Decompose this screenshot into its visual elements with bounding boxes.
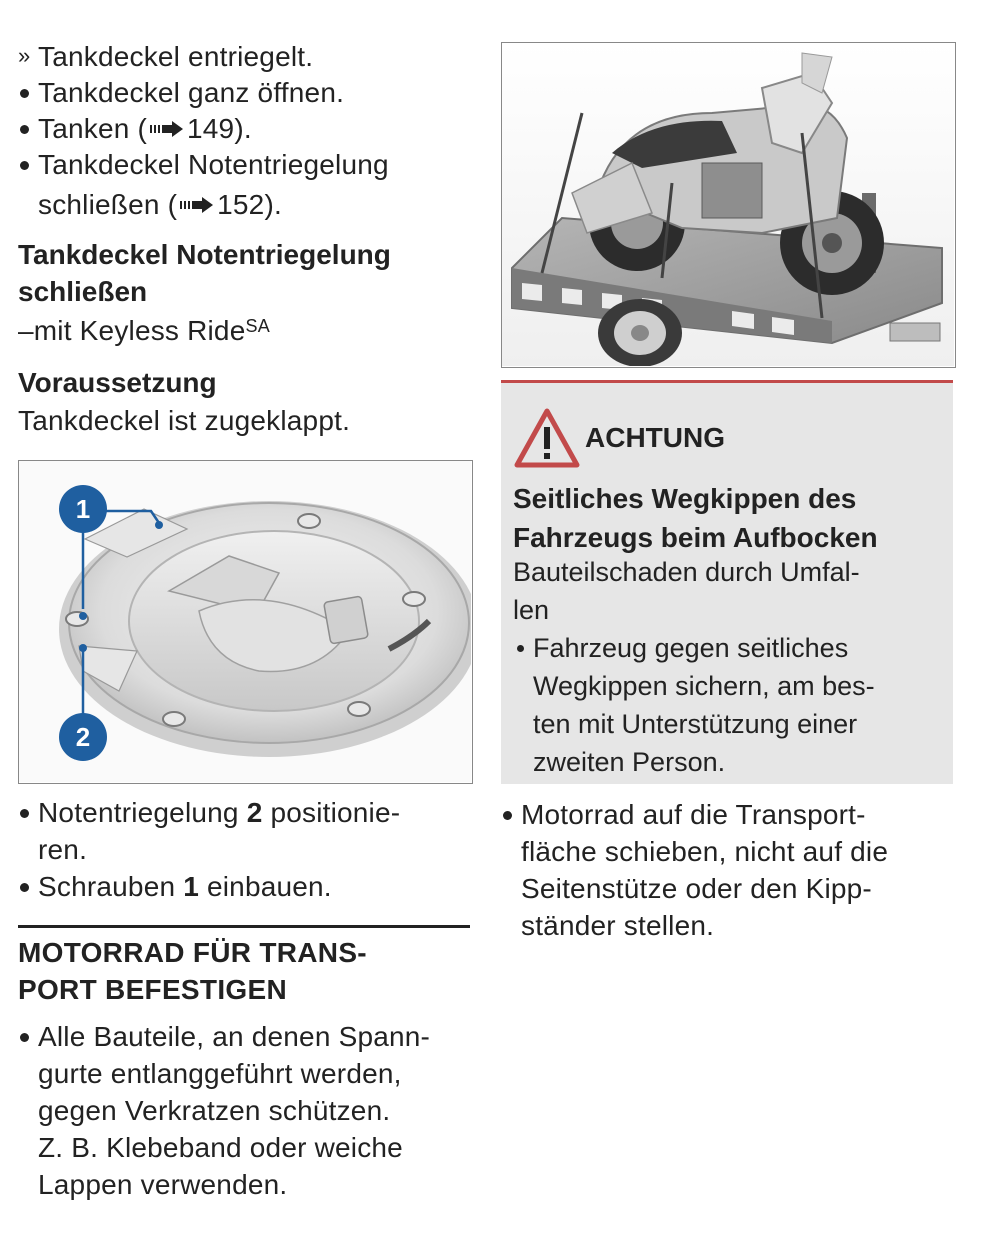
warning-action-line: zweiten Person. <box>533 747 726 777</box>
fuel-cap-figure <box>18 460 473 784</box>
special-equipment-sup: SA <box>245 316 270 336</box>
step-item <box>18 868 473 905</box>
step-text: Schrauben <box>38 871 184 902</box>
warning-action-line: Fahrzeug gegen seitliches <box>533 633 849 663</box>
step-text: Notentriegelung <box>38 797 247 828</box>
motorcycle-on-trailer-illustration <box>502 43 954 366</box>
svg-text:1: 1 <box>75 494 91 524</box>
step-text-line: Alle Bauteile, an denen Spann- <box>38 1021 431 1052</box>
step-text: ). <box>234 113 252 144</box>
result-marker: » <box>18 43 31 68</box>
step-text-line: Z. B. Klebeband oder weiche <box>38 1132 403 1163</box>
bullet-icon <box>503 811 512 820</box>
step-text-line: ständer stellen. <box>521 910 715 941</box>
step-text: schließen ( <box>38 189 178 220</box>
step-item <box>18 74 473 111</box>
section-divider <box>18 925 470 928</box>
step-text-line: Tankdeckel Notentriegelung <box>38 149 389 180</box>
step-text-line: Motorrad auf die Transport- <box>521 799 866 830</box>
requirement-label: Voraussetzung <box>18 367 217 398</box>
step-result <box>18 38 473 75</box>
page-reference-arrow-icon[interactable] <box>177 187 217 207</box>
warning-triangle-icon <box>513 407 581 469</box>
step-text-line: gegen Verkratzen schützen. <box>38 1095 391 1126</box>
step-text-line: Seitenstütze oder den Kipp- <box>521 873 872 904</box>
step-item <box>501 796 956 944</box>
bullet-icon <box>20 161 29 170</box>
warning-title-line: Fahrzeugs beim Aufbocken <box>513 522 878 553</box>
step-callout-ref: 2 <box>246 797 263 828</box>
step-text: Tankdeckel ganz öffnen. <box>38 77 345 108</box>
step-text: ). <box>264 189 282 220</box>
step-callout-ref: 1 <box>183 871 199 902</box>
step-text-line: Lappen verwenden. <box>38 1169 288 1200</box>
bullet-icon <box>20 883 29 892</box>
warning-consequence-line: len <box>513 595 550 625</box>
bullet-icon <box>20 809 29 818</box>
callout-1 <box>59 485 107 533</box>
condition-note <box>18 312 270 349</box>
step-text-line: ren. <box>38 834 88 865</box>
warning-action-line: ten mit Unterstützung einer <box>533 709 858 739</box>
motorcycle-trailer-figure <box>501 42 956 368</box>
bullet-icon <box>20 89 29 98</box>
callout-2 <box>59 713 107 761</box>
step-item <box>18 146 473 223</box>
warning-label: ACHTUNG <box>585 422 725 453</box>
bullet-icon <box>517 645 524 652</box>
section-title <box>18 934 367 1008</box>
condition-text: –mit Keyless Ride <box>18 315 246 346</box>
bullet-icon <box>20 125 29 134</box>
warning-action-line: Wegkippen sichern, am bes- <box>533 671 875 701</box>
step-text: positionie- <box>262 797 401 828</box>
warning-consequence-line: Bauteilschaden durch Umfal- <box>513 557 860 587</box>
subheading-line: schließen <box>18 276 148 307</box>
svg-text:2: 2 <box>75 722 91 752</box>
page-reference-arrow-icon[interactable] <box>147 111 187 131</box>
warning-title <box>513 479 943 557</box>
bullet-icon <box>20 1033 29 1042</box>
section-title-line: PORT BEFESTIGEN <box>18 974 287 1005</box>
subheading <box>18 236 391 310</box>
step-text: Tankdeckel entriegelt. <box>38 41 314 72</box>
step-text: Tanken ( <box>38 113 147 144</box>
requirement-text: Tankdeckel ist zugeklappt. <box>18 405 351 436</box>
warning-action <box>513 629 943 781</box>
warning-consequence <box>513 553 943 629</box>
page-reference[interactable]: 152 <box>217 189 265 220</box>
step-item <box>18 110 473 147</box>
warning-title-line: Seitliches Wegkippen des <box>513 483 857 514</box>
page-reference[interactable]: 149 <box>187 113 235 144</box>
step-text: einbauen. <box>199 871 332 902</box>
fuel-cap-illustration <box>19 461 471 782</box>
subheading-line: Tankdeckel Notentriegelung <box>18 239 391 270</box>
step-text-line: gurte entlanggeführt werden, <box>38 1058 402 1089</box>
step-text-line: fläche schieben, nicht auf die <box>521 836 889 867</box>
section-title-line: MOTORRAD FÜR TRANS- <box>18 937 367 968</box>
warning-box <box>501 380 953 784</box>
step-item <box>18 1018 473 1203</box>
step-item <box>18 794 473 868</box>
